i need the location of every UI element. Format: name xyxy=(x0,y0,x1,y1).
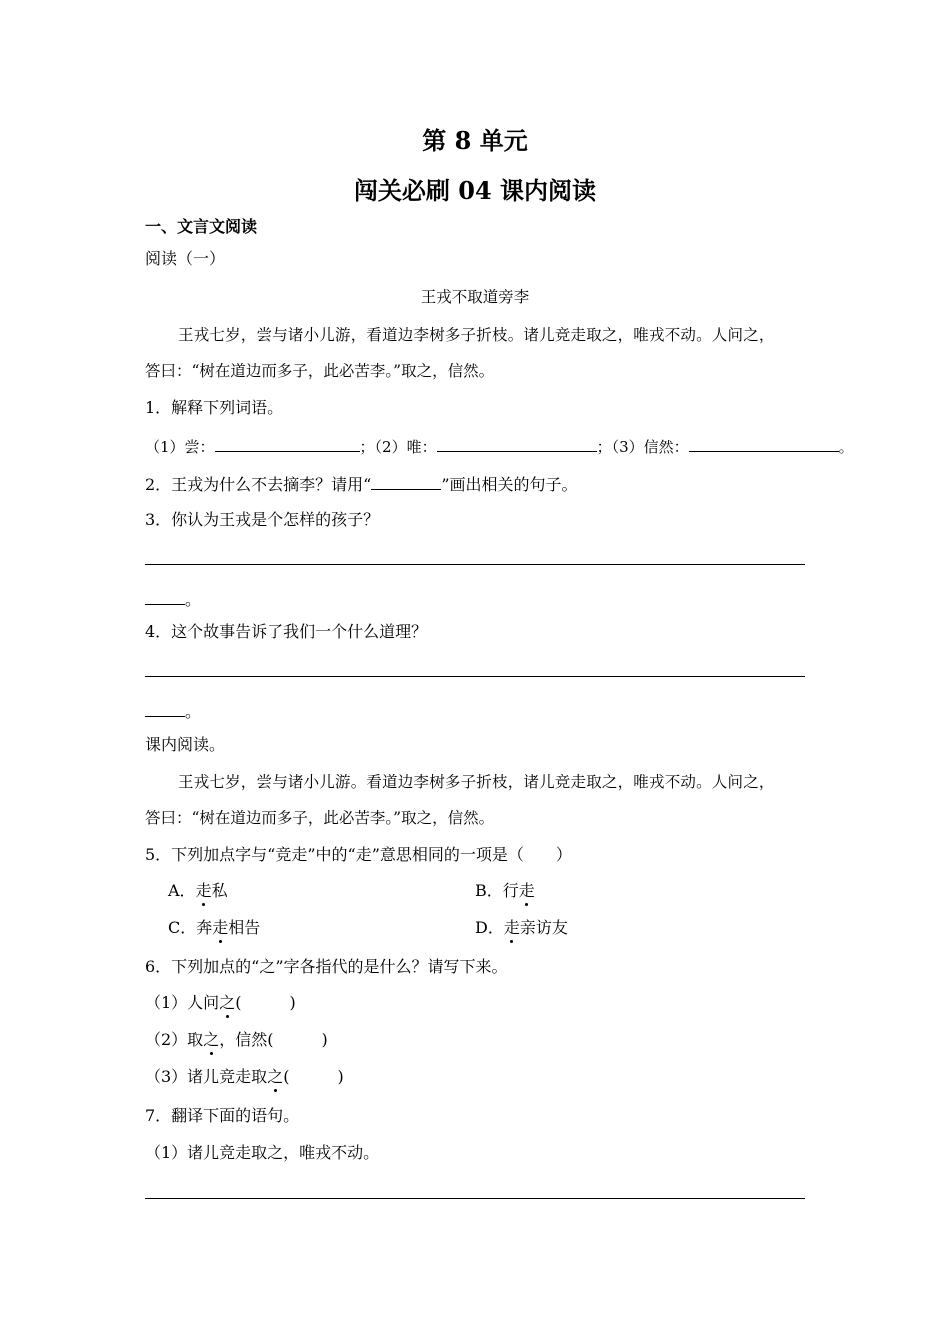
option-text: 相告 xyxy=(228,918,261,937)
dotted-char: 走 xyxy=(195,881,212,900)
passage-title: 王戎不取道旁李 xyxy=(420,288,530,306)
option-b[interactable] xyxy=(475,881,535,901)
q1-label: ；（2）唯： xyxy=(359,438,437,456)
option-a[interactable] xyxy=(168,881,228,901)
question-4-stem: 4．这个故事告诉了我们一个什么道理？ xyxy=(145,622,428,641)
unit-title: 第 8 单元 xyxy=(422,126,528,155)
option-d[interactable] xyxy=(475,918,568,938)
question-3-stem: 3．你认为王戎是个怎样的孩子？ xyxy=(145,510,380,529)
answer-blank[interactable] xyxy=(145,588,185,605)
dotted-char: 走 xyxy=(503,918,520,937)
q6-item xyxy=(145,993,296,1013)
option-c[interactable] xyxy=(168,918,260,938)
q6-text: （2）取 xyxy=(145,1030,204,1049)
reading-label: 课内阅读。 xyxy=(145,735,226,754)
question-6-stem: 6．下列加点的“之”字各指代的是什么？请写下来。 xyxy=(145,957,508,976)
passage-line: 答曰：“树在道边而多子，此必苦李。”取之，信然。 xyxy=(145,809,495,827)
question-5-stem: 5．下列加点字与“竞走”中的“走”意思相同的一项是（ ） xyxy=(145,845,572,864)
dotted-char: 走 xyxy=(518,881,535,900)
answer-blank[interactable] xyxy=(689,435,839,452)
option-text: 亲访友 xyxy=(519,918,568,937)
q6-answer-paren[interactable]: ，信然( ) xyxy=(219,1030,328,1049)
q3-end: 。 xyxy=(185,590,202,609)
dotted-char: 走 xyxy=(212,918,229,937)
section-heading: 一、文言文阅读 xyxy=(145,217,258,236)
option-label: D． xyxy=(475,918,504,937)
answer-blank[interactable] xyxy=(215,435,360,452)
underline-sample xyxy=(371,473,441,490)
passage-line: 答曰：“树在道边而多子，此必苦李。”取之，信然。 xyxy=(145,362,495,380)
answer-blank[interactable] xyxy=(145,700,185,717)
q1-label: ；（3）信然： xyxy=(596,438,689,456)
q6-text: （1）人问 xyxy=(145,993,220,1012)
q6-item xyxy=(145,1030,328,1050)
q1-end: 。 xyxy=(838,438,854,456)
question-2 xyxy=(145,473,578,495)
passage-line: 王戎七岁，尝与诸小儿游，看道边李树多子折枝。诸儿竞走取之，唯戎不动。人问之， xyxy=(178,326,775,344)
q7-item: （1）诸儿竞走取之，唯戎不动。 xyxy=(145,1143,380,1162)
answer-line[interactable] xyxy=(145,1198,805,1199)
answer-line[interactable] xyxy=(145,564,805,565)
q4-end: 。 xyxy=(185,702,202,721)
q1-label: （1）尝： xyxy=(145,438,215,456)
q6-text: （3）诸儿竞走取 xyxy=(145,1067,268,1086)
page-title: 闯关必刷 04 课内阅读 xyxy=(353,176,597,205)
q2-pre: 2．王戎为什么不去摘李？请用“ xyxy=(145,475,372,494)
dotted-char: 之 xyxy=(219,993,236,1012)
answer-line[interactable] xyxy=(145,676,805,677)
option-label: B．行 xyxy=(475,881,519,900)
q6-answer-paren[interactable]: ( ) xyxy=(283,1067,344,1086)
q2-post: ”画出相关的句子。 xyxy=(441,475,578,494)
question-1-blanks xyxy=(145,435,854,457)
answer-line-end xyxy=(145,588,201,610)
dotted-char: 之 xyxy=(203,1030,220,1049)
option-text: 私 xyxy=(211,881,228,900)
option-label: A． xyxy=(168,881,196,900)
answer-blank[interactable] xyxy=(437,435,597,452)
q6-item xyxy=(145,1067,344,1087)
q6-answer-paren[interactable]: ( ) xyxy=(235,993,296,1012)
reading-label: 阅读（一） xyxy=(145,249,226,268)
option-label: C．奔 xyxy=(168,918,213,937)
question-1-stem: 1．解释下列词语。 xyxy=(145,398,284,417)
answer-line-end xyxy=(145,700,201,722)
question-7-stem: 7．翻译下面的语句。 xyxy=(145,1106,300,1125)
dotted-char: 之 xyxy=(267,1067,284,1086)
passage-line: 王戎七岁，尝与诸小儿游。看道边李树多子折枝，诸儿竞走取之，唯戎不动。人问之， xyxy=(178,773,775,791)
